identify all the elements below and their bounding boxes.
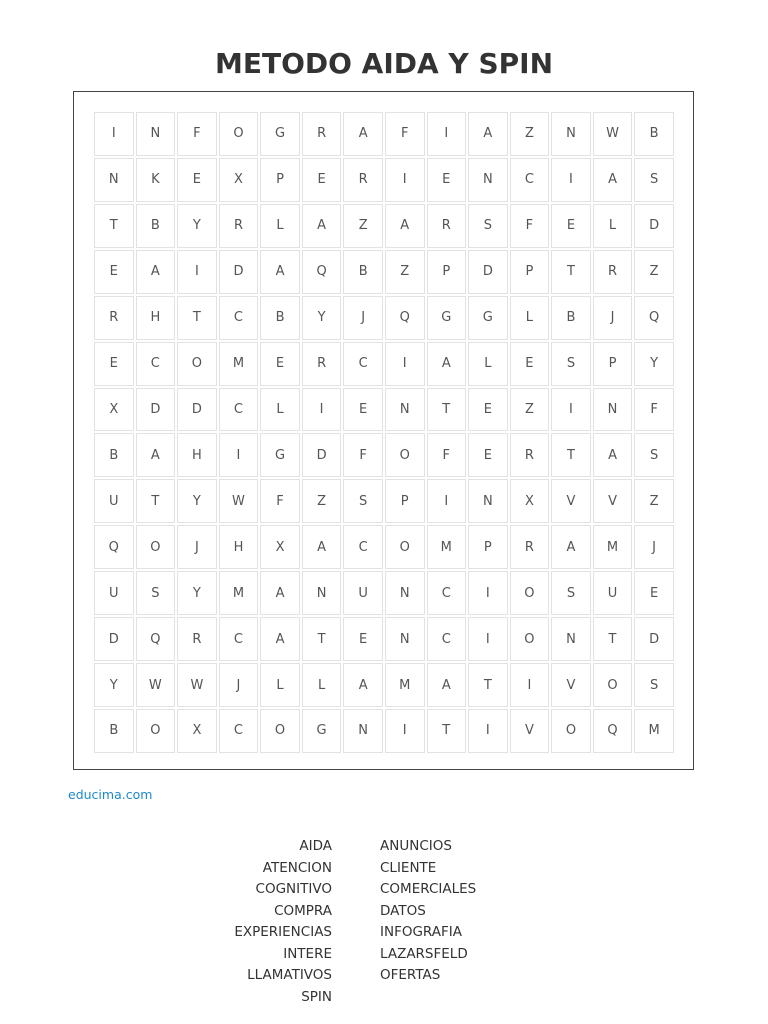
- grid-cell[interactable]: B: [634, 112, 674, 156]
- word-list-item: COGNITIVO: [255, 881, 332, 897]
- grid-cell[interactable]: D: [634, 204, 674, 248]
- grid-cell[interactable]: A: [343, 112, 383, 156]
- grid-cell[interactable]: S: [343, 479, 383, 523]
- grid-cell[interactable]: S: [136, 571, 176, 615]
- grid-cell[interactable]: L: [510, 296, 550, 340]
- grid-cell[interactable]: T: [94, 204, 134, 248]
- grid-cell[interactable]: T: [551, 250, 591, 294]
- grid-cell[interactable]: I: [468, 709, 508, 753]
- grid-cell[interactable]: I: [468, 617, 508, 661]
- grid-cell[interactable]: W: [219, 479, 259, 523]
- grid-cell[interactable]: N: [551, 617, 591, 661]
- grid-cell[interactable]: X: [177, 709, 217, 753]
- grid-cell[interactable]: E: [427, 158, 467, 202]
- grid-cell[interactable]: A: [302, 525, 342, 569]
- grid-cell[interactable]: M: [219, 571, 259, 615]
- grid-cell[interactable]: M: [634, 709, 674, 753]
- grid-cell[interactable]: Z: [510, 112, 550, 156]
- grid-cell[interactable]: E: [177, 158, 217, 202]
- grid-cell[interactable]: E: [343, 617, 383, 661]
- grid-cell[interactable]: O: [136, 709, 176, 753]
- grid-cell[interactable]: B: [551, 296, 591, 340]
- grid-cell[interactable]: N: [94, 158, 134, 202]
- word-list-item: ATENCION: [262, 859, 332, 876]
- grid-cell[interactable]: N: [136, 112, 176, 156]
- grid-cell[interactable]: G: [427, 296, 467, 340]
- grid-cell[interactable]: U: [94, 479, 134, 523]
- grid-cell[interactable]: A: [427, 342, 467, 386]
- grid-cell[interactable]: I: [427, 112, 467, 156]
- grid-cell[interactable]: J: [219, 663, 259, 707]
- grid-cell[interactable]: A: [136, 250, 176, 294]
- grid-cell[interactable]: K: [136, 158, 176, 202]
- grid-cell[interactable]: N: [302, 571, 342, 615]
- grid-cell[interactable]: I: [468, 571, 508, 615]
- grid-cell[interactable]: I: [551, 158, 591, 202]
- grid-cell[interactable]: S: [634, 433, 674, 477]
- grid-cell[interactable]: G: [260, 433, 300, 477]
- grid-cell[interactable]: A: [302, 204, 342, 248]
- grid-cell[interactable]: G: [302, 709, 342, 753]
- grid-cell[interactable]: I: [385, 342, 425, 386]
- grid-cell[interactable]: B: [260, 296, 300, 340]
- grid-cell[interactable]: U: [343, 571, 383, 615]
- grid-cell[interactable]: H: [136, 296, 176, 340]
- grid-cell[interactable]: O: [219, 112, 259, 156]
- grid-cell[interactable]: A: [427, 663, 467, 707]
- grid-cell[interactable]: S: [634, 158, 674, 202]
- grid-cell[interactable]: W: [177, 663, 217, 707]
- grid-cell[interactable]: I: [385, 709, 425, 753]
- grid-cell[interactable]: P: [260, 158, 300, 202]
- grid-cell[interactable]: R: [302, 342, 342, 386]
- grid-cell[interactable]: O: [510, 617, 550, 661]
- grid-cell[interactable]: U: [593, 571, 633, 615]
- grid-cell[interactable]: O: [593, 663, 633, 707]
- grid-cell[interactable]: F: [510, 204, 550, 248]
- grid-cell[interactable]: M: [219, 342, 259, 386]
- word-list-item: EXPERIENCIAS: [234, 924, 332, 940]
- grid-cell[interactable]: I: [177, 250, 217, 294]
- grid-cell[interactable]: S: [551, 571, 591, 615]
- word-list-item: INFOGRAFIA: [380, 924, 462, 940]
- grid-cell[interactable]: I: [302, 388, 342, 432]
- grid-cell[interactable]: A: [593, 158, 633, 202]
- grid-cell[interactable]: A: [551, 525, 591, 569]
- grid-cell[interactable]: E: [634, 571, 674, 615]
- grid-cell[interactable]: S: [634, 663, 674, 707]
- grid-cell[interactable]: W: [136, 663, 176, 707]
- grid-cell[interactable]: F: [177, 112, 217, 156]
- grid-cell[interactable]: T: [136, 479, 176, 523]
- grid-cell[interactable]: I: [510, 663, 550, 707]
- grid-cell[interactable]: T: [593, 617, 633, 661]
- grid-cell[interactable]: Y: [634, 342, 674, 386]
- word-list-item: LLAMATIVOS: [247, 967, 332, 983]
- grid-cell[interactable]: O: [136, 525, 176, 569]
- word-list-item: CLIENTE: [380, 859, 437, 876]
- grid-cell[interactable]: L: [260, 388, 300, 432]
- grid-cell[interactable]: E: [468, 388, 508, 432]
- grid-cell[interactable]: Q: [634, 296, 674, 340]
- grid-cell[interactable]: R: [177, 617, 217, 661]
- grid-cell[interactable]: H: [177, 433, 217, 477]
- grid-cell[interactable]: L: [468, 342, 508, 386]
- grid-cell[interactable]: L: [593, 204, 633, 248]
- grid-cell[interactable]: M: [385, 663, 425, 707]
- grid-cell[interactable]: T: [468, 663, 508, 707]
- grid-cell[interactable]: O: [385, 525, 425, 569]
- grid-cell[interactable]: A: [468, 112, 508, 156]
- grid-cell[interactable]: J: [634, 525, 674, 569]
- grid-cell[interactable]: B: [94, 433, 134, 477]
- grid-cell[interactable]: C: [136, 342, 176, 386]
- grid-cell[interactable]: C: [219, 296, 259, 340]
- grid-cell[interactable]: Y: [177, 571, 217, 615]
- grid-cell[interactable]: U: [94, 571, 134, 615]
- grid-cell[interactable]: P: [510, 250, 550, 294]
- grid-cell[interactable]: I: [219, 433, 259, 477]
- grid-cell[interactable]: Z: [385, 250, 425, 294]
- grid-cell[interactable]: I: [94, 112, 134, 156]
- grid-cell[interactable]: X: [219, 158, 259, 202]
- grid-cell[interactable]: C: [510, 158, 550, 202]
- grid-cell[interactable]: N: [468, 479, 508, 523]
- grid-cell[interactable]: C: [343, 342, 383, 386]
- grid-cell[interactable]: V: [510, 709, 550, 753]
- puzzle-title: METODO AIDA Y SPIN: [215, 47, 553, 80]
- grid-cell[interactable]: O: [551, 709, 591, 753]
- grid-cell[interactable]: F: [385, 112, 425, 156]
- grid-cell[interactable]: E: [302, 158, 342, 202]
- grid-cell[interactable]: P: [593, 342, 633, 386]
- word-list-item: OFERTAS: [380, 967, 441, 983]
- grid-cell[interactable]: T: [427, 709, 467, 753]
- word-list-left: [234, 836, 332, 1008]
- grid-cell[interactable]: N: [385, 571, 425, 615]
- grid-cell[interactable]: R: [510, 525, 550, 569]
- grid-cell[interactable]: P: [385, 479, 425, 523]
- grid-cell[interactable]: M: [427, 525, 467, 569]
- grid-cell[interactable]: A: [343, 663, 383, 707]
- grid-cell[interactable]: G: [468, 296, 508, 340]
- grid-cell[interactable]: A: [260, 617, 300, 661]
- grid-cell[interactable]: E: [343, 388, 383, 432]
- grid-cell[interactable]: Z: [510, 388, 550, 432]
- grid-cell[interactable]: X: [94, 388, 134, 432]
- grid-cell[interactable]: B: [136, 204, 176, 248]
- grid-cell[interactable]: O: [385, 433, 425, 477]
- grid-cell[interactable]: C: [219, 709, 259, 753]
- grid-cell[interactable]: R: [302, 112, 342, 156]
- grid-cell[interactable]: C: [219, 388, 259, 432]
- grid-cell[interactable]: Z: [634, 250, 674, 294]
- grid-cell[interactable]: F: [343, 433, 383, 477]
- grid-cell[interactable]: Y: [177, 479, 217, 523]
- grid-cell[interactable]: N: [385, 617, 425, 661]
- grid-cell[interactable]: O: [510, 571, 550, 615]
- word-list-item: ANUNCIOS: [380, 838, 452, 854]
- grid-cell[interactable]: W: [593, 112, 633, 156]
- grid-cell[interactable]: Z: [343, 204, 383, 248]
- grid-cell[interactable]: Q: [94, 525, 134, 569]
- grid-cell[interactable]: V: [593, 479, 633, 523]
- grid-cell[interactable]: R: [593, 250, 633, 294]
- grid-cell[interactable]: X: [260, 525, 300, 569]
- grid-cell[interactable]: B: [343, 250, 383, 294]
- grid-cell[interactable]: Y: [94, 663, 134, 707]
- grid-cell[interactable]: A: [593, 433, 633, 477]
- grid-cell[interactable]: L: [302, 663, 342, 707]
- grid-cell[interactable]: A: [260, 250, 300, 294]
- grid-cell[interactable]: O: [177, 342, 217, 386]
- grid-cell[interactable]: Y: [302, 296, 342, 340]
- grid-cell[interactable]: F: [427, 433, 467, 477]
- grid-cell[interactable]: P: [468, 525, 508, 569]
- grid-cell[interactable]: B: [94, 709, 134, 753]
- grid-cell[interactable]: E: [551, 204, 591, 248]
- grid-cell[interactable]: D: [177, 388, 217, 432]
- grid-cell[interactable]: D: [468, 250, 508, 294]
- grid-cell[interactable]: J: [177, 525, 217, 569]
- word-list-item: DATOS: [380, 902, 426, 919]
- grid-cell[interactable]: R: [510, 433, 550, 477]
- grid-cell[interactable]: D: [302, 433, 342, 477]
- word-list-item: COMERCIALES: [380, 881, 477, 897]
- grid-cell[interactable]: I: [427, 479, 467, 523]
- grid-cell[interactable]: R: [343, 158, 383, 202]
- grid-cell[interactable]: I: [385, 158, 425, 202]
- grid-cell[interactable]: E: [94, 342, 134, 386]
- grid-cell[interactable]: E: [510, 342, 550, 386]
- grid-cell[interactable]: G: [260, 112, 300, 156]
- grid-cell[interactable]: R: [94, 296, 134, 340]
- grid-cell[interactable]: T: [177, 296, 217, 340]
- grid-cell[interactable]: R: [219, 204, 259, 248]
- grid-cell[interactable]: V: [551, 663, 591, 707]
- grid-cell[interactable]: Z: [302, 479, 342, 523]
- grid-cell[interactable]: C: [427, 617, 467, 661]
- grid-cell[interactable]: N: [343, 709, 383, 753]
- grid-cell[interactable]: S: [468, 204, 508, 248]
- word-list-item: LAZARSFELD: [380, 945, 468, 962]
- grid-cell[interactable]: T: [551, 433, 591, 477]
- grid-cell[interactable]: N: [593, 388, 633, 432]
- grid-cell[interactable]: Q: [593, 709, 633, 753]
- grid-cell[interactable]: N: [468, 158, 508, 202]
- grid-cell[interactable]: J: [593, 296, 633, 340]
- grid-cell[interactable]: A: [136, 433, 176, 477]
- word-list-item: AIDA: [299, 838, 332, 854]
- grid-cell[interactable]: F: [260, 479, 300, 523]
- grid-cell[interactable]: Q: [302, 250, 342, 294]
- word-list-item: INTERE: [283, 945, 332, 962]
- brand-link[interactable]: educima.com: [68, 787, 153, 802]
- word-list-item: COMPRA: [274, 902, 332, 919]
- grid-cell[interactable]: C: [427, 571, 467, 615]
- grid-cell[interactable]: L: [260, 204, 300, 248]
- grid-cell[interactable]: V: [551, 479, 591, 523]
- grid-cell[interactable]: T: [302, 617, 342, 661]
- grid-cell[interactable]: N: [385, 388, 425, 432]
- grid-cell[interactable]: F: [634, 388, 674, 432]
- grid-cell[interactable]: E: [260, 342, 300, 386]
- grid-cell[interactable]: M: [593, 525, 633, 569]
- grid-cell[interactable]: S: [551, 342, 591, 386]
- word-list-right: [380, 836, 476, 987]
- grid-cell[interactable]: X: [510, 479, 550, 523]
- grid-cell[interactable]: C: [219, 617, 259, 661]
- grid-cell[interactable]: O: [260, 709, 300, 753]
- grid-cell[interactable]: C: [343, 525, 383, 569]
- grid-cell[interactable]: D: [136, 388, 176, 432]
- grid-cell[interactable]: Q: [136, 617, 176, 661]
- grid-cell[interactable]: Y: [177, 204, 217, 248]
- grid-cell[interactable]: L: [260, 663, 300, 707]
- grid-cell[interactable]: A: [260, 571, 300, 615]
- grid-cell[interactable]: Q: [385, 296, 425, 340]
- grid-cell[interactable]: A: [385, 204, 425, 248]
- grid-cell[interactable]: R: [427, 204, 467, 248]
- grid-cell[interactable]: J: [343, 296, 383, 340]
- grid-cell[interactable]: T: [427, 388, 467, 432]
- grid-cell[interactable]: H: [219, 525, 259, 569]
- grid-cell[interactable]: E: [94, 250, 134, 294]
- grid-cell[interactable]: P: [427, 250, 467, 294]
- grid-cell[interactable]: E: [468, 433, 508, 477]
- letter-grid[interactable]: [93, 111, 675, 754]
- grid-cell[interactable]: N: [551, 112, 591, 156]
- grid-cell[interactable]: I: [551, 388, 591, 432]
- word-list-item: SPIN: [301, 988, 332, 1005]
- grid-cell[interactable]: D: [94, 617, 134, 661]
- grid-cell[interactable]: Z: [634, 479, 674, 523]
- grid-cell[interactable]: D: [634, 617, 674, 661]
- grid-cell[interactable]: D: [219, 250, 259, 294]
